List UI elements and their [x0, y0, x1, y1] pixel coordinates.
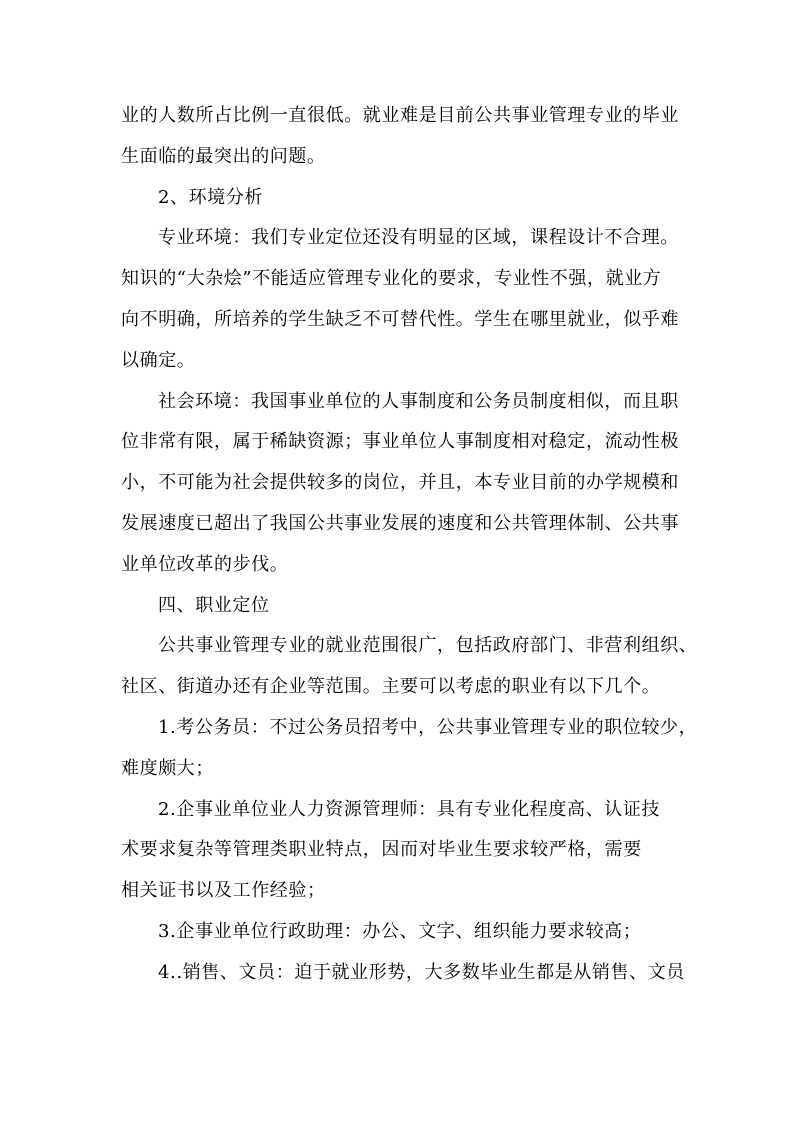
- text-line: 发展速度已超出了我国公共事业发展的速度和公共管理体制、公共事: [121, 512, 679, 534]
- text-line: 业单位改革的步伐。: [121, 553, 289, 575]
- list-item: 3.企事业单位行政助理：办公、文字、组织能力要求较高；: [158, 920, 642, 942]
- text-line: 生面临的最突出的问题。: [121, 145, 326, 167]
- text-line: 向不明确，所培养的学生缺乏不可替代性。学生在哪里就业，似乎难: [121, 308, 679, 330]
- list-item: 4..销售、文员：迫于就业形势，大多数毕业生都是从销售、文员: [158, 961, 685, 983]
- text-line: 以确定。: [121, 349, 196, 371]
- text-line: 专业环境：我们专业定位还没有明显的区域，课程设计不合理。: [158, 227, 679, 249]
- text-line: 小，不可能为社会提供较多的岗位，并且，本专业目前的办学规模和: [121, 472, 679, 494]
- text-line: 难度颇大；: [121, 757, 214, 779]
- list-item: 2.企事业单位业人力资源管理师：具有专业化程度高、认证技: [158, 798, 660, 820]
- document-body: [121, 96, 698, 994]
- text-line: 社区、街道办还有企业等范围。主要可以考虑的职业有以下几个。: [121, 676, 661, 698]
- text-line: 位非常有限，属于稀缺资源；事业单位人事制度相对稳定，流动性极: [121, 431, 679, 453]
- section-heading: 2、环境分析: [158, 186, 264, 208]
- text-line: 业的人数所占比例一直很低。就业难是目前公共事业管理专业的毕业: [121, 105, 679, 126]
- text-line: 公共事业管理专业的就业范围很广，包括政府部门、非营利组织、: [158, 635, 698, 657]
- text-line: 知识的“大杂烩”不能适应管理专业化的要求，专业性不强，就业方: [121, 268, 662, 290]
- list-item: 1.考公务员：不过公务员招考中，公共事业管理专业的职位较少，: [158, 716, 698, 738]
- text-line: 社会环境：我国事业单位的人事制度和公务员制度相似，而且职: [158, 390, 679, 412]
- text-line: 术要求复杂等管理类职业特点，因而对毕业生要求较严格，需要: [121, 839, 642, 861]
- text-line: 相关证书以及工作经验；: [121, 880, 326, 902]
- section-heading: 四、职业定位: [158, 594, 270, 616]
